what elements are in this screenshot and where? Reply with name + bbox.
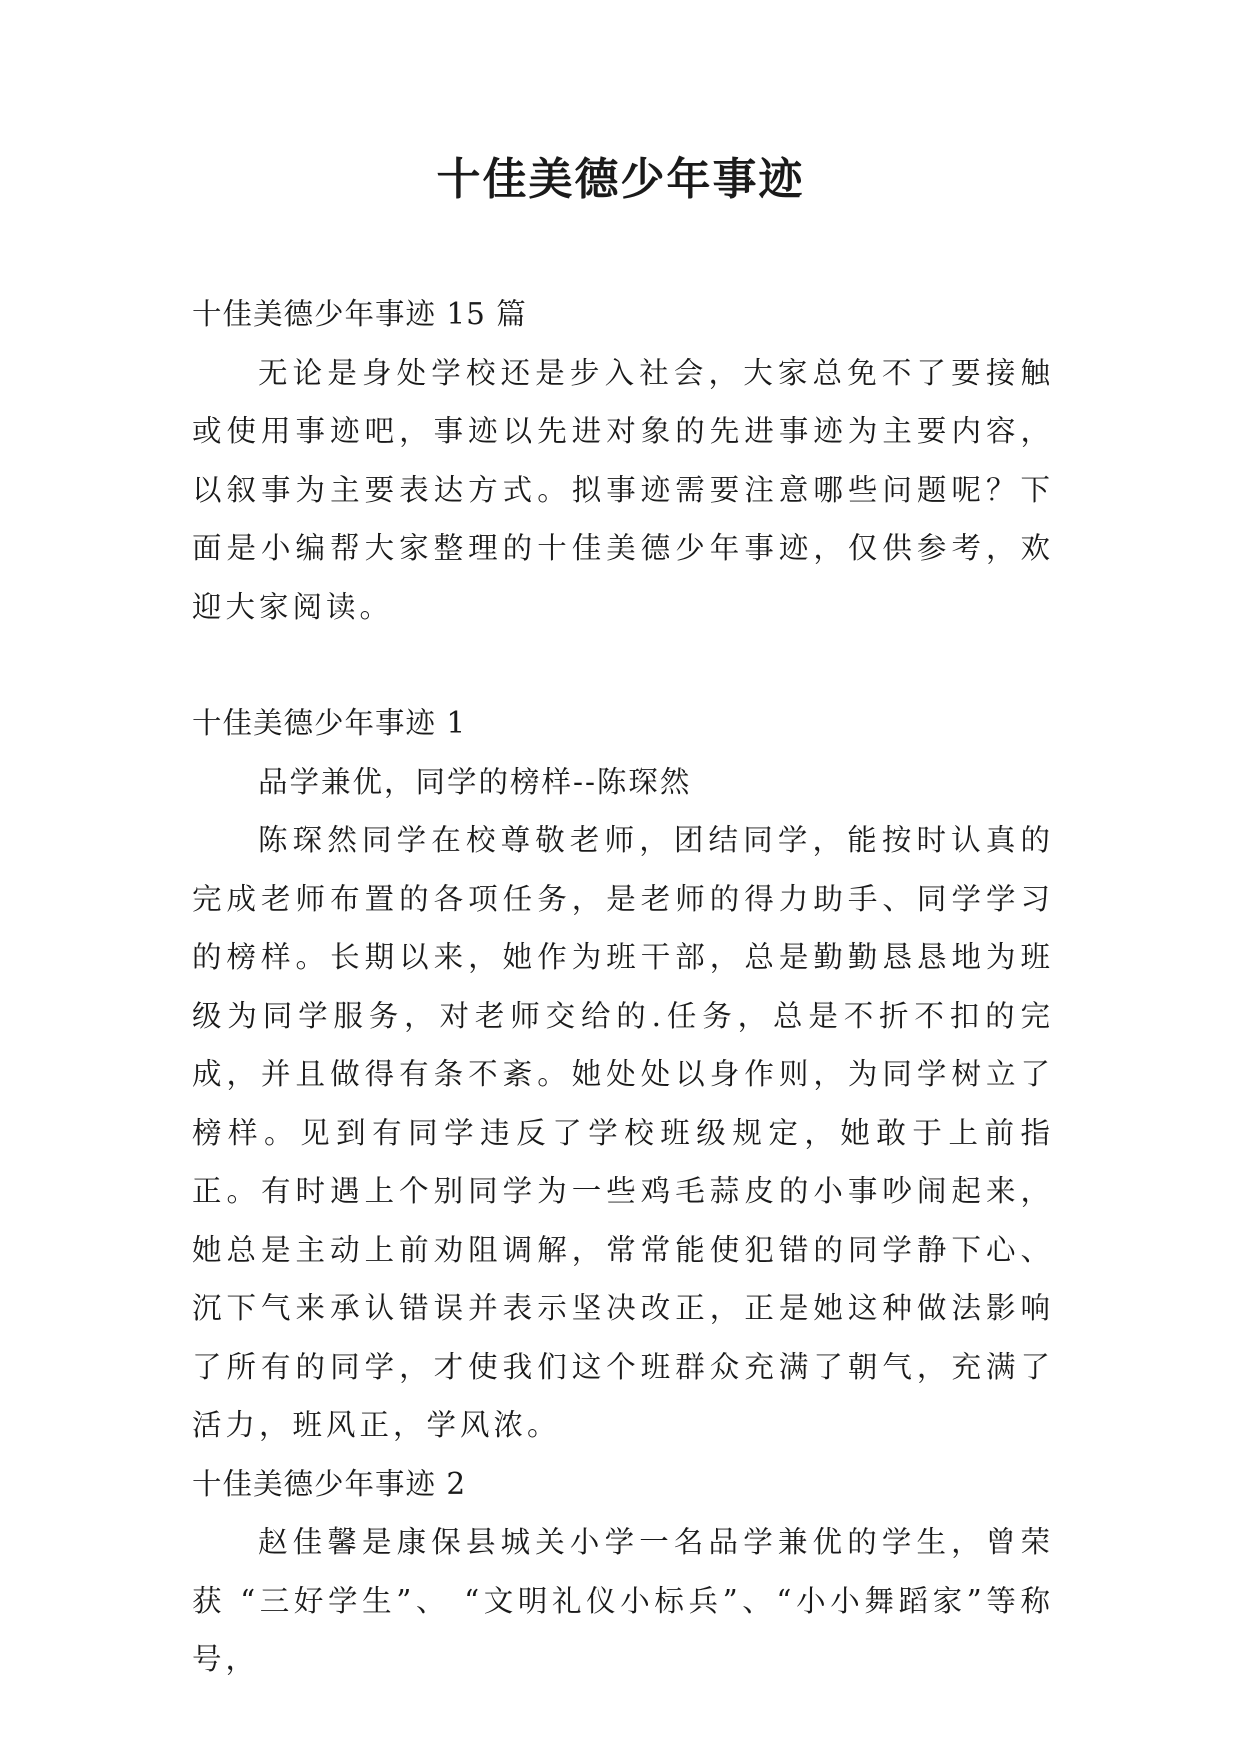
section-1-heading: 十佳美德少年事迹 1 xyxy=(192,706,467,740)
document-title: 十佳美德少年事迹 xyxy=(436,154,805,205)
intro-paragraph: 无论是身处学校还是步入社会，大家总免不了要接触或使用事迹吧，事迹以先进对象的先进事迹为主要内容，以叙事为主要表达方式。拟事迹需要注意哪些问题呢？下面是小编帮大家整理的十佳美德少年事迹，仅供参考，欢迎大家阅读。 xyxy=(192,355,1054,624)
section-1-paragraph: 陈琛然同学在校尊敬老师，团结同学，能按时认真的完成老师布置的各项任务，是老师的得力助手、同学学习的榜样。长期以来，她作为班干部，总是勤勤恳恳地为班级为同学服务，对老师交给的.任务，总是不折不扣的完成，并且做得有条不紊。她处处以身作则，为同学树立了榜样。见到有同学违反了学校班级规定，她敢于上前指正。有时遇上个别同学为一些鸡毛蒜皮的小事吵闹起来，她总是主动上前劝阻调解，常常能使犯错的同学静下心、沉下气来承认错误并表示坚决改正，正是她这种做法影响了所有的同学，才使我们这个班群众充满了朝气，充满了活力，班风正，学风浓。 xyxy=(192,823,1054,1442)
section-1-subtitle: 品学兼优，同学的榜样--陈琛然 xyxy=(258,764,692,799)
section-2-heading: 十佳美德少年事迹 2 xyxy=(192,1466,467,1501)
document-body xyxy=(192,285,1054,1689)
intro-heading: 十佳美德少年事迹 15 篇 xyxy=(192,297,527,331)
section-2-paragraph: 赵佳馨是康保县城关小学一名品学兼优的学生，曾荣获 “三好学生”、 “文明礼仪小标兵”、“小小舞蹈家”等称号， xyxy=(192,1525,1054,1676)
